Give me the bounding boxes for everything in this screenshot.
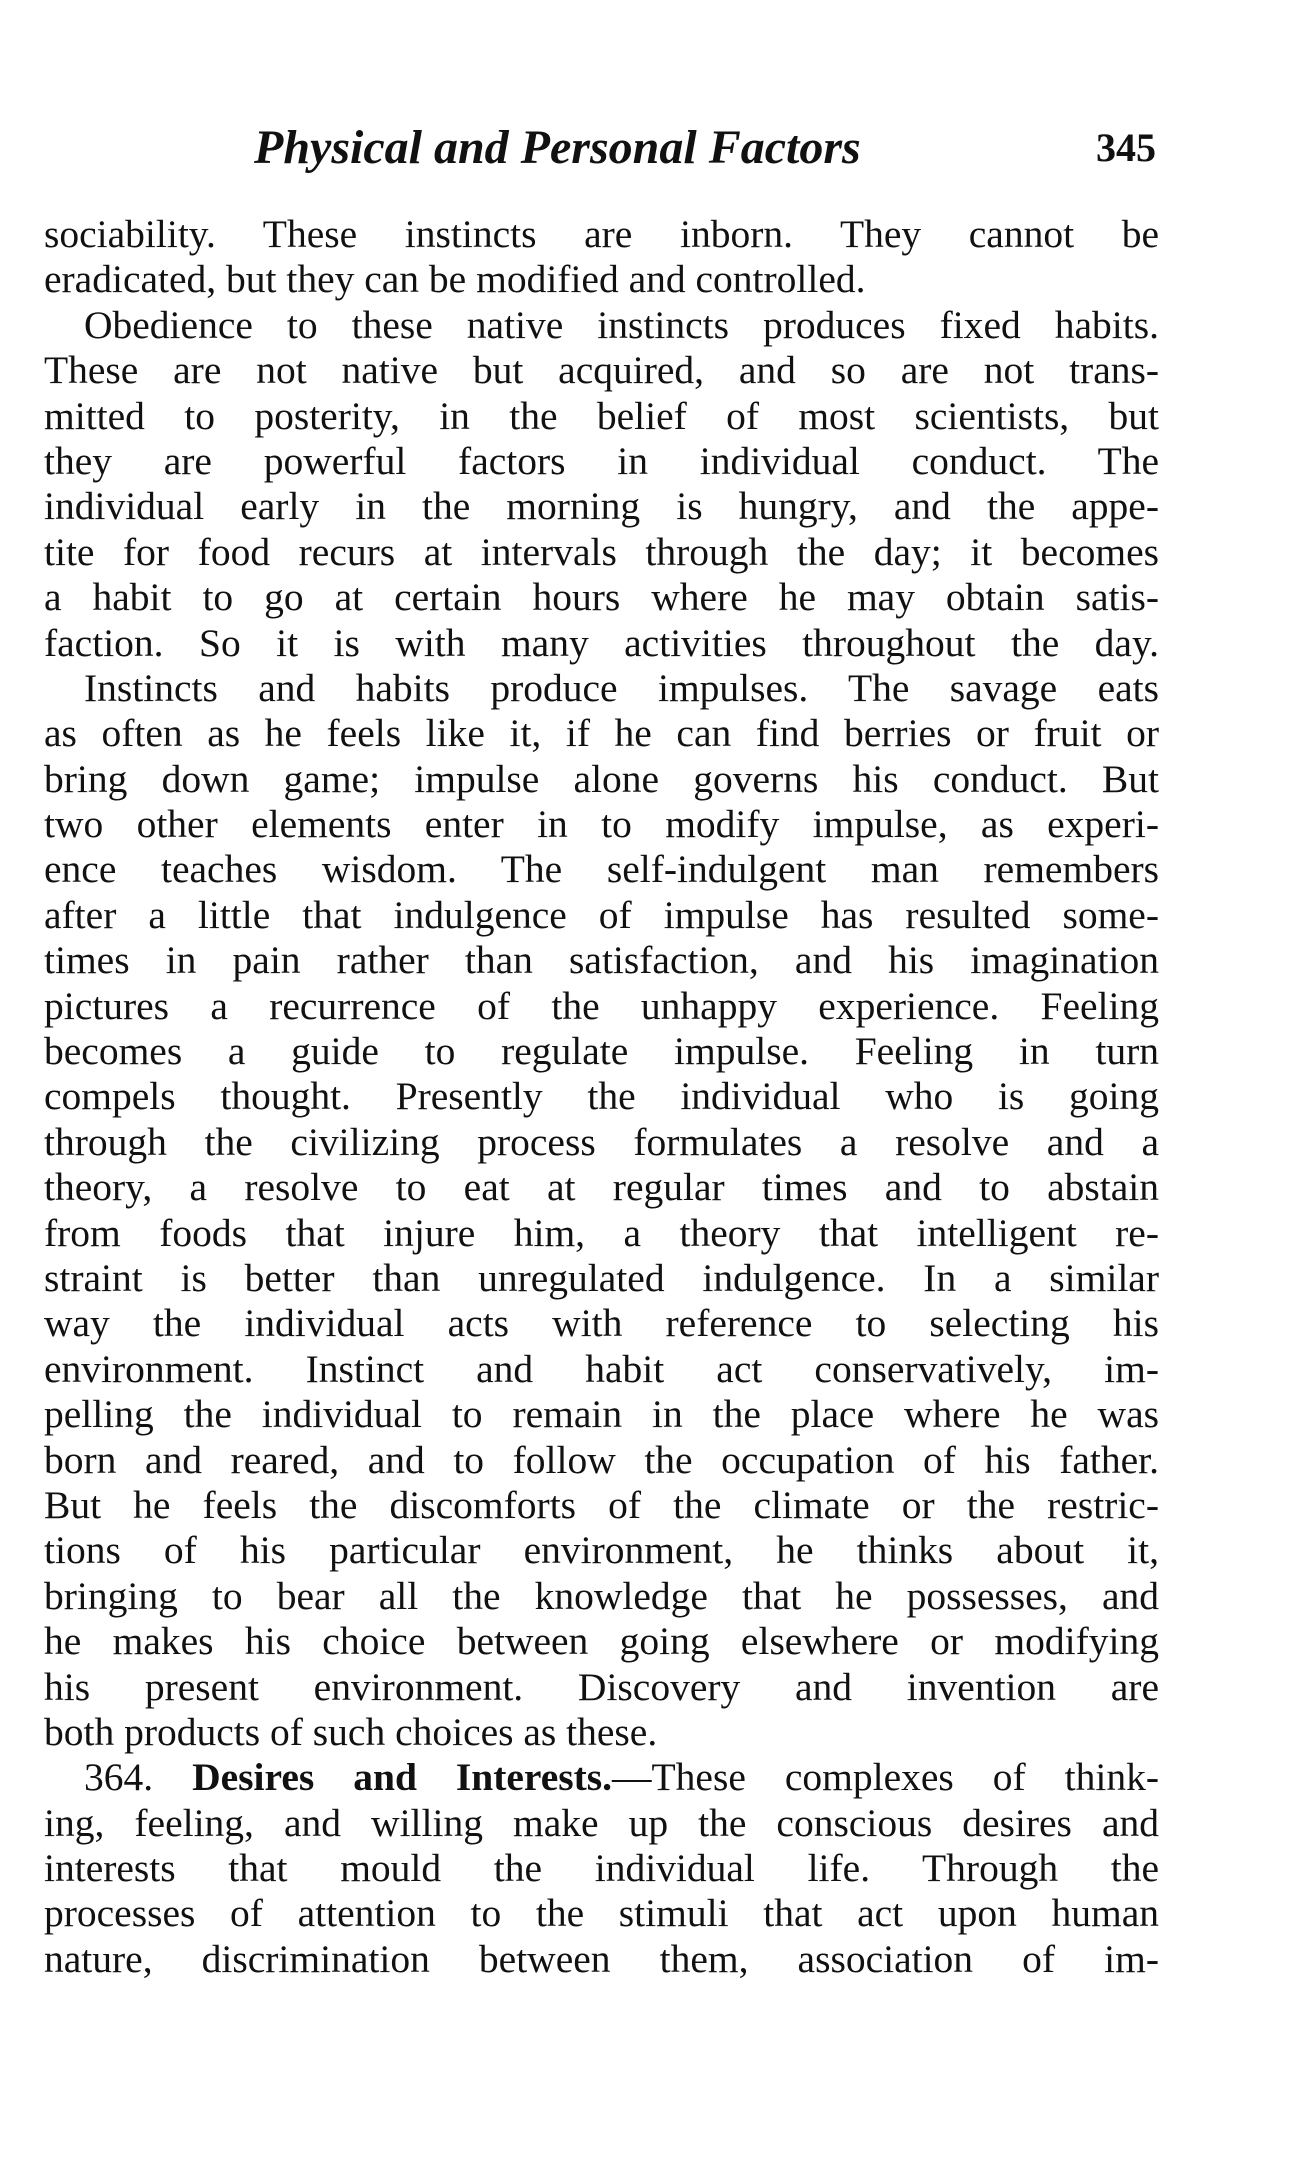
text-line: born and reared, and to follow the occupation of his father. [44,1437,1159,1482]
text-line: his present environment. Discovery and invention are [44,1664,1159,1709]
text-line: times in pain rather than satisfaction, and his imagination [44,938,1159,983]
text-line: from foods that injure him, a theory that intelligent re- [44,1210,1159,1255]
text-line: straint is better than unregulated indulgence. In a similar [44,1255,1159,1300]
text-line: ence teaches wisdom. The self-indulgent man remembers [44,847,1159,892]
text-line: individual early in the morning is hungry, and the appe- [44,484,1159,529]
paragraph-2 [44,303,1159,666]
text-line: theory, a resolve to eat at regular times and to abstain [44,1165,1159,1210]
text-line: bringing to bear all the knowledge that he possesses, and [44,1573,1159,1618]
section-number: 364. [84,1755,154,1800]
page-number: 345 [1096,125,1156,170]
section-364 [44,1755,1159,1982]
running-title: Physical and Personal Factors [254,121,861,174]
text-line: as often as he feels like it, if he can find berries or fruit or [44,711,1159,756]
text-line: pictures a recurrence of the unhappy experience. Feeling [44,983,1159,1028]
text-line: both products of such choices as these. [44,1709,658,1754]
text-line: mitted to posterity, in the belief of most scientists, but [44,393,1159,438]
paragraph-3 [44,666,1159,1755]
text-line: nature, discrimination between them, association of im- [44,1936,1159,1981]
text-line: environment. Instinct and habit act conservatively, im- [44,1346,1159,1391]
text-line: way the individual acts with reference to selecting his [44,1301,1159,1346]
text-line: Instincts and habits produce impulses. The savage eats [84,665,1159,710]
text-line: after a little that indulgence of impulse has resulted some- [44,892,1159,937]
text-line: processes of attention to the stimuli that act upon human [44,1891,1159,1936]
paragraph-1 [44,212,1159,303]
text-line: But he feels the discomforts of the climate or the restric- [44,1482,1159,1527]
body-text [44,212,1159,1982]
text-line: pelling the individual to remain in the place where he was [44,1392,1159,1437]
text-line: a habit to go at certain hours where he may obtain satis- [44,575,1159,620]
text-line: bring down game; impulse alone governs his conduct. But [44,756,1159,801]
text-line: through the civilizing process formulates a resolve and a [44,1119,1159,1164]
text-line: two other elements enter in to modify impulse, as experi- [44,802,1159,847]
running-head [44,118,1156,178]
text-line: tite for food recurs at intervals through the day; it becomes [44,529,1159,574]
text-line: interests that mould the individual life. Through the [44,1846,1159,1891]
text-line: tions of his particular environment, he thinks about it, [44,1528,1159,1573]
text-line: Obedience to these native instincts produces fixed habits. [84,302,1159,347]
text-line: eradicated, but they can be modified and controlled. [44,257,866,302]
text-line: ing, feeling, and willing make up the conscious desires and [44,1800,1159,1845]
text-line: they are powerful factors in individual conduct. The [44,438,1159,483]
text-line: sociability. These instincts are inborn. They cannot be [44,212,1159,256]
text-line: compels thought. Presently the individual who is going [44,1074,1159,1119]
section-heading: Desires and Interests. [192,1755,613,1800]
section-first-line-text: —These complexes of think- [612,1755,1159,1800]
text-line: becomes a guide to regulate impulse. Feeling in turn [44,1029,1159,1074]
section-first-line [44,1755,1159,1800]
text-line: faction. So it is with many activities throughout the day. [44,620,1159,665]
text-line: These are not native but acquired, and so are not trans- [44,348,1159,393]
text-line: he makes his choice between going elsewhere or modifying [44,1619,1159,1664]
